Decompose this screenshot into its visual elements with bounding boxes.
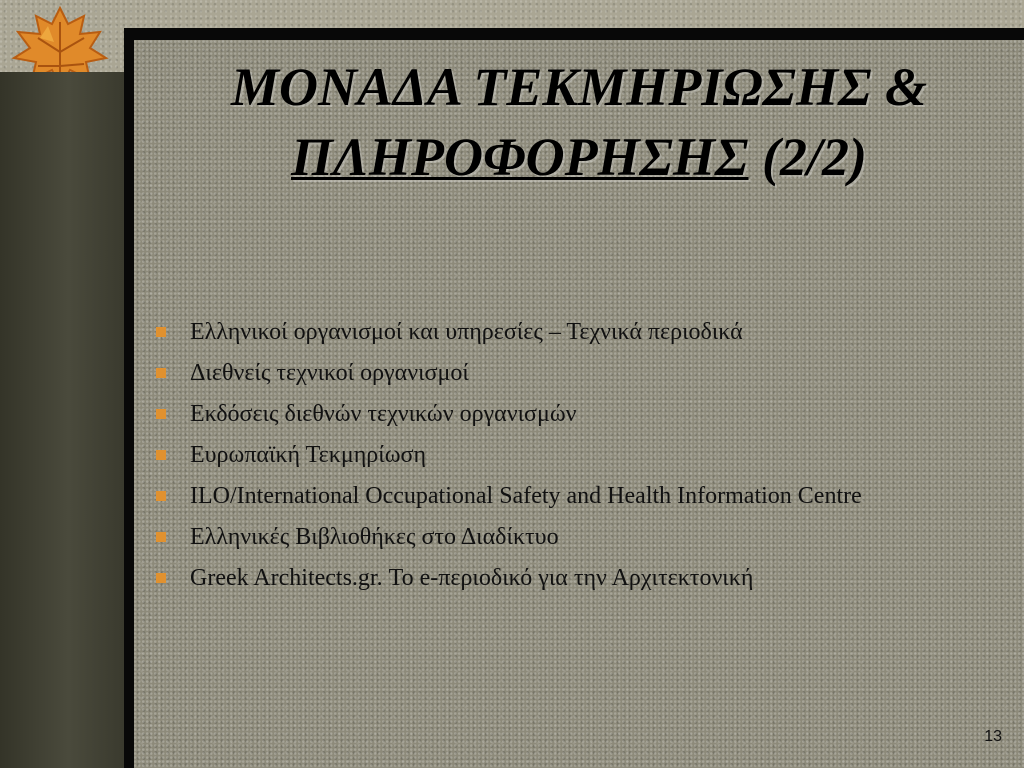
list-item <box>152 435 862 476</box>
bullet-icon <box>156 368 166 378</box>
page-number: 13 <box>984 728 1002 745</box>
bullet-text: ILO/International Occupational Safety and Health Information Centre <box>190 483 862 509</box>
bullet-text: Ελληνικοί οργανισμοί και υπηρεσίες – Τεχνικά περιοδικά <box>190 319 743 345</box>
list-item <box>152 353 862 394</box>
list-item <box>152 558 862 599</box>
bullet-text: Διεθνείς τεχνικοί οργανισμοί <box>190 360 469 386</box>
bullet-text: Ευρωπαϊκή Τεκμηρίωση <box>190 442 426 468</box>
list-item <box>152 312 862 353</box>
bullet-icon <box>156 491 166 501</box>
list-item <box>152 394 862 435</box>
bullet-text: Ελληνικές Βιβλιοθήκες στο Διαδίκτυο <box>190 524 559 550</box>
title-line-2-suffix: (2/2) <box>748 127 867 187</box>
bullet-icon <box>156 409 166 419</box>
list-item <box>152 517 862 558</box>
bullet-icon <box>156 532 166 542</box>
list-item <box>152 476 862 517</box>
left-sidebar-strip <box>0 72 124 768</box>
bullet-icon <box>156 573 166 583</box>
bullet-text: Greek Architects.gr. Το e-περιοδικό για την Αρχιτεκτονική <box>190 565 754 591</box>
title-line-1: ΜΟΝΑΔΑ ΤΕΚΜΗΡΙΩΣΗΣ & <box>230 57 928 117</box>
title-line-2-underlined: ΠΛΗΡΟΦΟΡΗΣΗΣ <box>291 127 749 187</box>
slide-title <box>134 52 1024 192</box>
bullet-icon <box>156 327 166 337</box>
bullet-list <box>152 312 862 599</box>
bullet-icon <box>156 450 166 460</box>
bullet-text: Εκδόσεις διεθνών τεχνικών οργανισμών <box>190 401 577 427</box>
